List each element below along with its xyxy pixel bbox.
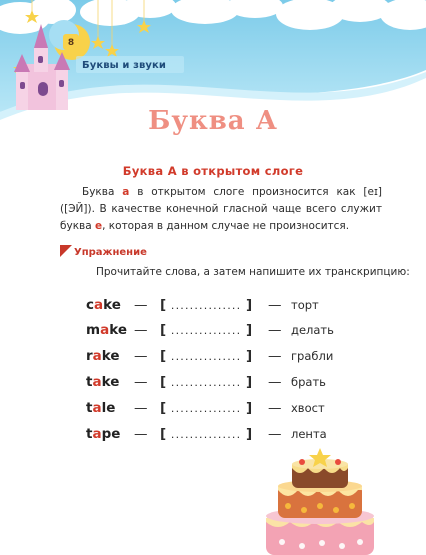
transcription-blank[interactable]: [ ............... ] [160, 374, 253, 390]
page-title: Буква А [148, 106, 278, 136]
english-word: tape [86, 426, 121, 442]
highlight-letter-e: e [95, 220, 103, 232]
rule-paragraph [60, 184, 382, 235]
english-word: tale [86, 400, 116, 416]
transcription-blank[interactable]: [ ............... ] [160, 400, 253, 416]
dash: — [134, 374, 148, 390]
dash: — [268, 374, 282, 390]
translation: брать [291, 375, 326, 389]
cake-illustration [258, 448, 382, 555]
dash: — [134, 348, 148, 364]
english-word: take [86, 374, 120, 390]
transcription-blank[interactable]: [ ............... ] [160, 322, 253, 338]
dash: — [268, 297, 282, 313]
rule-text-1: Буква [82, 186, 123, 198]
transcription-blank[interactable]: [ ............... ] [160, 348, 253, 364]
section-label: Буквы и звуки [82, 60, 167, 71]
section-subtitle: Буква А в открытом слоге [122, 164, 304, 178]
rule-text-3: , которая в данном случае не произносится. [102, 220, 350, 232]
english-word: rake [86, 348, 120, 364]
word-row [86, 348, 376, 368]
page-number: 8 [67, 38, 75, 48]
translation: делать [291, 323, 334, 337]
exercise-label: Упражнение [74, 247, 147, 258]
dash: — [268, 348, 282, 364]
translation: лента [291, 427, 327, 441]
english-word: cake [86, 297, 121, 313]
word-row [86, 322, 376, 342]
translation: торт [291, 298, 319, 312]
exercise-flag-icon [60, 245, 72, 257]
word-row [86, 374, 376, 394]
word-row [86, 297, 376, 317]
transcription-blank[interactable]: [ ............... ] [160, 297, 253, 313]
transcription-blank[interactable]: [ ............... ] [160, 426, 253, 442]
highlight-letter-a: a [122, 186, 130, 198]
dash: — [268, 400, 282, 416]
translation: хвост [291, 401, 325, 415]
word-row [86, 426, 376, 446]
dash: — [134, 426, 148, 442]
dash: — [134, 322, 148, 338]
english-word: make [86, 322, 127, 338]
dash: — [268, 426, 282, 442]
dash: — [134, 400, 148, 416]
translation: грабли [291, 349, 334, 363]
rule-text-2: в открытом слоге произносится как [eɪ] ([ЭЙ]). В качестве конечной гласной чаще всего служит буква [60, 186, 382, 232]
exercise-instruction: Прочитайте слова, а затем напишите их транскрипцию: [96, 266, 410, 278]
word-row [86, 400, 376, 420]
dash: — [268, 322, 282, 338]
dash: — [134, 297, 148, 313]
